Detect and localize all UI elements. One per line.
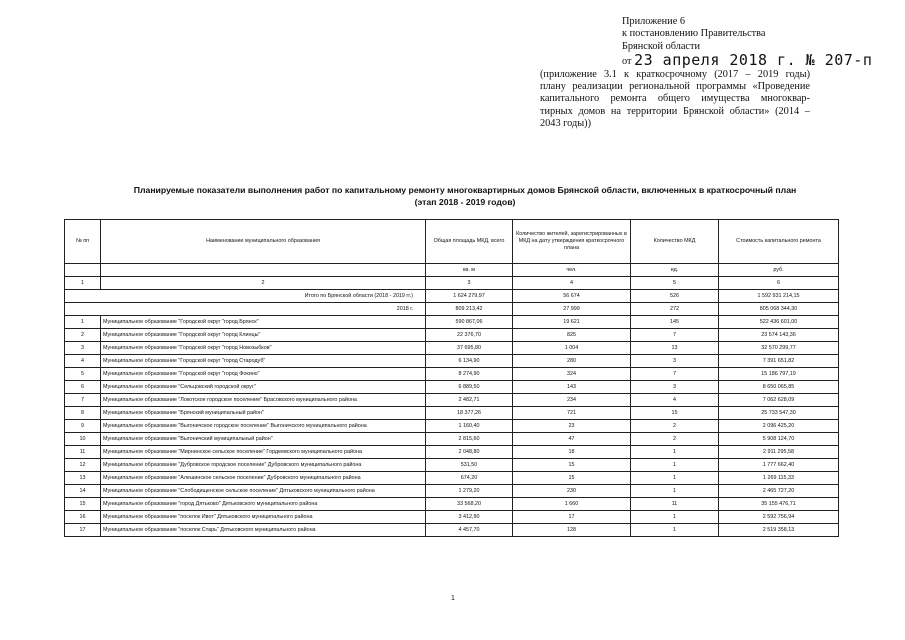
- row-residents: 1 004: [513, 342, 631, 355]
- total-cost: 1 592 931 214,15: [719, 290, 839, 303]
- indicators-table: [64, 219, 839, 537]
- row-municipality: Муниципальное образование "Брянский муниципальный район": [101, 407, 426, 420]
- appendix-line-9: 2043 годы)): [540, 118, 592, 130]
- header-number: № пп: [65, 220, 101, 264]
- row-number: 4: [65, 355, 101, 368]
- row-number: 7: [65, 394, 101, 407]
- row-residents: 23: [513, 420, 631, 433]
- row-area: 1 160,40: [426, 420, 513, 433]
- unit-residents: чел.: [513, 264, 631, 277]
- row-count: 3: [631, 355, 719, 368]
- title-line-2: (этап 2018 - 2019 годов): [414, 197, 516, 207]
- row-residents: 17: [513, 511, 631, 524]
- row-number: 13: [65, 472, 101, 485]
- row-count: 1: [631, 459, 719, 472]
- table-row: [65, 420, 839, 433]
- appendix-date-line: [540, 51, 873, 70]
- row-area: 2 815,60: [426, 433, 513, 446]
- row-cost: 15 186 797,19: [719, 368, 839, 381]
- row-number: 14: [65, 485, 101, 498]
- row-municipality: Муниципальное образование "Алешинское сельское поселение" Дубровского муниципального района: [101, 472, 426, 485]
- row-cost: 2 465 727,20: [719, 485, 839, 498]
- row-cost: 23 574 143,36: [719, 329, 839, 342]
- row-area: 4 457,70: [426, 524, 513, 537]
- appendix-line-7: капитального ремонта общего имущества многоквар-: [540, 93, 810, 105]
- row-area: 531,50: [426, 459, 513, 472]
- total-residents: 56 674: [513, 290, 631, 303]
- appendix-line-5: (приложение 3.1 к краткосрочному (2017 – 2019 годы): [540, 68, 810, 80]
- row-number: 10: [65, 433, 101, 446]
- appendix-line-3: Брянской области: [622, 40, 701, 52]
- unit-municipality: [101, 264, 426, 277]
- row-area: 18 377,26: [426, 407, 513, 420]
- row-count: 4: [631, 394, 719, 407]
- row-area: 2 048,80: [426, 446, 513, 459]
- table-row: [65, 485, 839, 498]
- row-area: 6 889,50: [426, 381, 513, 394]
- row-count: 7: [631, 368, 719, 381]
- title-line-1: Планируемые показатели выполнения работ по капитальному ремонту многоквартирных домов Брянской области, включенных в краткосрочный план: [133, 185, 797, 195]
- total-row: [65, 290, 839, 303]
- row-municipality: Муниципальное образование "Слободищенское сельское поселение" Дятьковского муниципального района: [101, 485, 426, 498]
- colnum-2: 2: [101, 277, 426, 290]
- row-cost: 2 592 756,94: [719, 511, 839, 524]
- table-row: [65, 316, 839, 329]
- row-residents: 19 621: [513, 316, 631, 329]
- table-colnum-row: [65, 277, 839, 290]
- row-residents: 143: [513, 381, 631, 394]
- appendix-date-handwritten: 23 апреля 2018 г. № 207-п: [634, 51, 873, 70]
- row-municipality: Муниципальное образование "поселок Ивот" Дятьковского муниципального района: [101, 511, 426, 524]
- row-municipality: Муниципальное образование "Городской округ "город Новозыбков": [101, 342, 426, 355]
- total-area: 1 624 279,97: [426, 290, 513, 303]
- row-municipality: Муниципальное образование "Выгоничское городское поселение" Выгоничского муниципального района: [101, 420, 426, 433]
- row-count: 2: [631, 420, 719, 433]
- unit-count: ед.: [631, 264, 719, 277]
- table-header-row: [65, 220, 839, 264]
- row-residents: 15: [513, 459, 631, 472]
- row-number: 12: [65, 459, 101, 472]
- row-count: 11: [631, 498, 719, 511]
- row-cost: 7 062 628,09: [719, 394, 839, 407]
- row-municipality: Муниципальное образование "Городской округ "город Фокино": [101, 368, 426, 381]
- row-area: 8 274,90: [426, 368, 513, 381]
- row-area: 6 134,90: [426, 355, 513, 368]
- table-row: [65, 368, 839, 381]
- row-cost: 2 096 425,20: [719, 420, 839, 433]
- row-area: 3 412,90: [426, 511, 513, 524]
- row-cost: 2 911 295,58: [719, 446, 839, 459]
- row-area: 37 695,80: [426, 342, 513, 355]
- row-cost: 25 733 547,30: [719, 407, 839, 420]
- total-cost: 805 068 344,30: [719, 303, 839, 316]
- total-area: 809 213,42: [426, 303, 513, 316]
- row-cost: 8 650 065,85: [719, 381, 839, 394]
- page-number: 1: [451, 595, 455, 602]
- row-number: 17: [65, 524, 101, 537]
- table-row: [65, 407, 839, 420]
- row-municipality: Муниципальное образование "Городской округ "город Стародуб": [101, 355, 426, 368]
- colnum-6: 6: [719, 277, 839, 290]
- total-row: [65, 303, 839, 316]
- colnum-1: 1: [65, 277, 101, 290]
- table-row: [65, 472, 839, 485]
- table-row: [65, 498, 839, 511]
- row-municipality: Муниципальное образование "Сельцовский городской округ": [101, 381, 426, 394]
- row-count: 1: [631, 485, 719, 498]
- appendix-block: [540, 16, 873, 131]
- row-residents: 280: [513, 355, 631, 368]
- row-number: 3: [65, 342, 101, 355]
- row-municipality: Муниципальное образование "город Дятьково" Дятьковского муниципального района: [101, 498, 426, 511]
- table-row: [65, 433, 839, 446]
- row-area: 33 568,20: [426, 498, 513, 511]
- row-cost: 2 519 358,13: [719, 524, 839, 537]
- row-number: 6: [65, 381, 101, 394]
- row-cost: 522 436 601,00: [719, 316, 839, 329]
- table-units-row: [65, 264, 839, 277]
- row-residents: 230: [513, 485, 631, 498]
- row-count: 3: [631, 381, 719, 394]
- document-title: [40, 184, 890, 208]
- appendix-date-prefix: от: [622, 56, 632, 68]
- unit-cost: руб.: [719, 264, 839, 277]
- header-residents: Количество жителей, зарегистрированных в МКД на дату утверждения краткосрочного плана: [513, 220, 631, 264]
- row-residents: 47: [513, 433, 631, 446]
- unit-area: кв. м: [426, 264, 513, 277]
- row-residents: 324: [513, 368, 631, 381]
- table-row: [65, 446, 839, 459]
- row-area: 1 279,20: [426, 485, 513, 498]
- row-municipality: Муниципальное образование "Мирнинское сельское поселение" Гордеевского муниципального района: [101, 446, 426, 459]
- row-cost: 1 777 662,40: [719, 459, 839, 472]
- header-municipality: Наименование муниципального образования: [101, 220, 426, 264]
- header-cost: Стоимость капитального ремонта: [719, 220, 839, 264]
- row-count: 1: [631, 472, 719, 485]
- row-count: 145: [631, 316, 719, 329]
- row-residents: 721: [513, 407, 631, 420]
- total-count: 526: [631, 290, 719, 303]
- colnum-3: 3: [426, 277, 513, 290]
- row-count: 1: [631, 511, 719, 524]
- row-number: 1: [65, 316, 101, 329]
- row-area: 2 482,71: [426, 394, 513, 407]
- row-number: 11: [65, 446, 101, 459]
- row-count: 7: [631, 329, 719, 342]
- unit-number: [65, 264, 101, 277]
- row-cost: 7 391 651,82: [719, 355, 839, 368]
- colnum-4: 4: [513, 277, 631, 290]
- row-cost: 35 155 476,71: [719, 498, 839, 511]
- row-residents: 128: [513, 524, 631, 537]
- row-number: 15: [65, 498, 101, 511]
- row-number: 16: [65, 511, 101, 524]
- row-municipality: Муниципальное образование "поселок Старь" Дятьковского муниципального района: [101, 524, 426, 537]
- row-count: 1: [631, 524, 719, 537]
- row-count: 2: [631, 433, 719, 446]
- table-row: [65, 459, 839, 472]
- row-cost: 5 908 124,70: [719, 433, 839, 446]
- row-count: 1: [631, 446, 719, 459]
- appendix-line-6: плану реализации региональной программы «Проведение: [540, 81, 810, 93]
- row-municipality: Муниципальное образование "Дубровское городское поселение" Дубровского муниципального района: [101, 459, 426, 472]
- row-residents: 18: [513, 446, 631, 459]
- row-residents: 15: [513, 472, 631, 485]
- row-count: 15: [631, 407, 719, 420]
- row-area: 674,20: [426, 472, 513, 485]
- header-area: Общая площадь МКД, всего: [426, 220, 513, 264]
- row-residents: 1 660: [513, 498, 631, 511]
- row-residents: 825: [513, 329, 631, 342]
- row-municipality: Муниципальное образование "Выгоничский муниципальный район": [101, 433, 426, 446]
- total-residents: 27 999: [513, 303, 631, 316]
- row-municipality: Муниципальное образование "Городской округ "город Клинцы": [101, 329, 426, 342]
- colnum-5: 5: [631, 277, 719, 290]
- row-number: 2: [65, 329, 101, 342]
- total-label: Итого по Брянской области (2018 - 2019 гг.): [65, 290, 426, 303]
- row-number: 9: [65, 420, 101, 433]
- appendix-line-8: тирных домов на территории Брянской области» (2014 –: [540, 105, 810, 117]
- appendix-line-1: Приложение 6: [622, 16, 685, 27]
- row-residents: 234: [513, 394, 631, 407]
- table-row: [65, 511, 839, 524]
- row-municipality: Муниципальное образование "Городской округ "город Брянск": [101, 316, 426, 329]
- table-row: [65, 355, 839, 368]
- row-area: 590 867,06: [426, 316, 513, 329]
- total-count: 272: [631, 303, 719, 316]
- appendix-line-2: к постановлению Правительства: [622, 28, 766, 40]
- row-count: 13: [631, 342, 719, 355]
- row-area: 22 376,70: [426, 329, 513, 342]
- row-cost: 32 570 299,77: [719, 342, 839, 355]
- table-row: [65, 329, 839, 342]
- table-row: [65, 381, 839, 394]
- total-label: 2018 г.: [65, 303, 426, 316]
- table-row: [65, 342, 839, 355]
- indicators-table-body: [65, 220, 839, 537]
- row-cost: 1 269 115,33: [719, 472, 839, 485]
- row-number: 5: [65, 368, 101, 381]
- table-row: [65, 524, 839, 537]
- row-municipality: Муниципальное образование "Локотское городское поселение" Брасовского муниципального района: [101, 394, 426, 407]
- row-number: 8: [65, 407, 101, 420]
- header-count: Количество МКД: [631, 220, 719, 264]
- table-row: [65, 394, 839, 407]
